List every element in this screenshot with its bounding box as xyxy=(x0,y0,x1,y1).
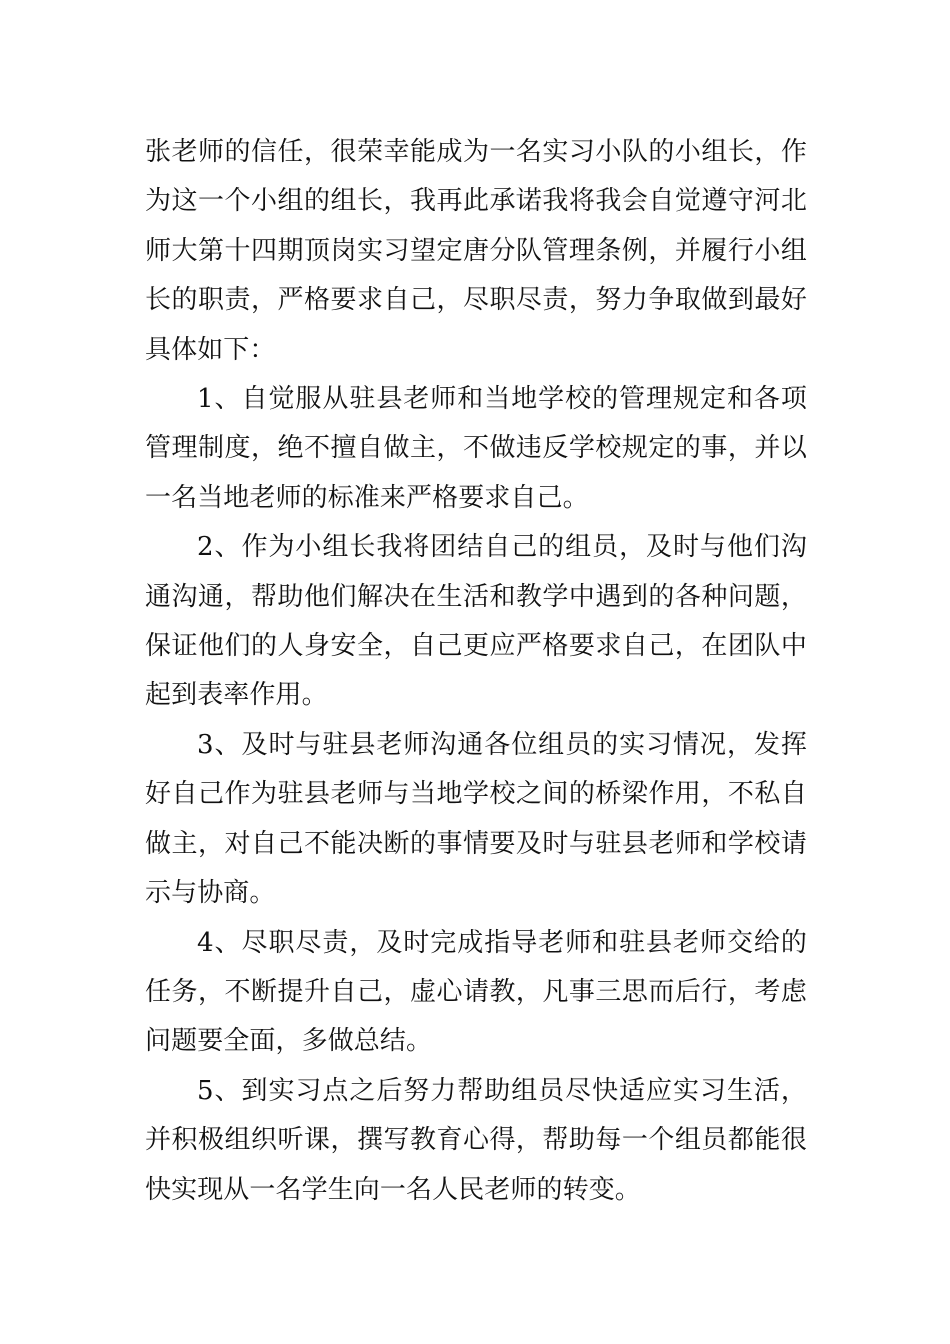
paragraph-item-2: 2、作为小组长我将团结自己的组员，及时与他们沟通沟通，帮助他们解决在生活和教学中遇到的各种问题，保证他们的人身安全，自己更应严格要求自己，在团队中起到表率作用。 xyxy=(145,532,807,711)
document-body xyxy=(145,128,807,1215)
paragraph-item-4: 4、尽职尽责，及时完成指导老师和驻县老师交给的任务，不断提升自己，虚心请教，凡事三思而后行，考虑问题要全面，多做总结。 xyxy=(145,927,807,1057)
paragraph-intro: 张老师的信任，很荣幸能成为一名实习小队的小组长，作为这一个小组的组长，我再此承诺我将我会自觉遵守河北师大第十四期顶岗实习望定唐分队管理条例，并履行小组长的职责，严格要求自己，尽职尽责，努力争取做到最好具体如下： xyxy=(145,137,807,365)
paragraph-item-3: 3、及时与驻县老师沟通各位组员的实习情况，发挥好自己作为驻县老师与当地学校之间的桥梁作用，不私自做主，对自己不能决断的事情要及时与驻县老师和学校请示与协商。 xyxy=(145,729,807,909)
paragraph-item-1: 1、自觉服从驻县老师和当地学校的管理规定和各项管理制度，绝不擅自做主，不做违反学校规定的事，并以一名当地老师的标准来严格要求自己。 xyxy=(145,384,807,513)
paragraph-item-5: 5、到实习点之后努力帮助组员尽快适应实习生活，并积极组织听课，撰写教育心得，帮助每一个组员都能很快实现从一名学生向一名人民老师的转变。 xyxy=(145,1075,807,1205)
